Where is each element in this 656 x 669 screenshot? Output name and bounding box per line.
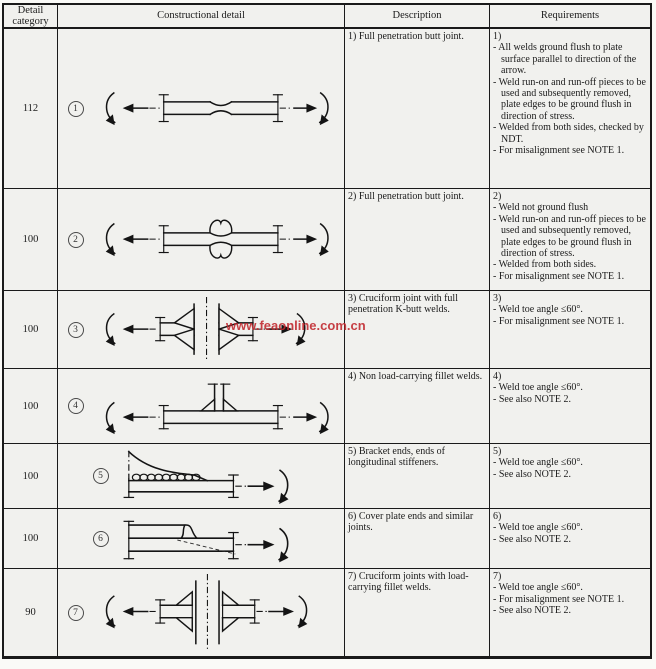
detail-category-cell [4,189,58,291]
requirement-item: - Welded from both sides. [493,259,597,271]
table-row [4,29,650,189]
butt-joint-reinforced-diagram [87,199,335,279]
requirement-item: - Weld toe angle ≤60°. [493,522,583,534]
description-cell [345,189,490,291]
requirement-item: - For misalignment see NOTE 1. [493,593,625,605]
detail-number-badge: 1 [68,101,84,117]
description-text: 6) Cover plate ends and similar joints. [348,511,474,534]
detail-category-value: 100 [22,470,39,482]
cruciform-fillet-weld-diagram [87,574,335,651]
end-weld [181,525,197,538]
description-text: 2) Full penetration butt joint. [348,191,464,202]
requirements-cell [490,29,650,189]
requirement-label: 1) [493,31,502,42]
requirement-item: - For misalignment see NOTE 1. [493,144,625,156]
detail-category-value: 100 [22,400,39,412]
requirement-label: 7) [493,571,502,582]
description-cell [345,291,490,369]
requirement-item: - Weld toe angle ≤60°. [493,304,583,316]
header-constructional-detail-label: Constructional detail [157,10,245,22]
requirement-item: - See also NOTE 2. [493,468,572,480]
plates [124,522,238,559]
flush-weld [210,102,231,114]
detail-number-badge: 3 [68,322,84,338]
detail-category-value: 100 [22,533,39,544]
constructional-detail-cell [58,569,345,657]
constructional-detail-cell [58,444,345,509]
detail-number-badge: 7 [68,605,84,621]
detail-category-cell [4,369,58,444]
table-row [4,444,650,509]
requirement-item: - Weld run-on and run-off pieces to be used and subsequently removed, plate edges to be ground flush in direction of stress. [493,213,646,259]
detail-number-badge: 2 [68,232,84,248]
detail-number-badge: 4 [68,398,84,414]
description-text: 1) Full penetration butt joint. [348,31,464,42]
fillet-welds [201,399,237,411]
watermark: www.feaonline.com.cn [226,318,366,333]
requirement-item: - See also NOTE 2. [493,533,572,545]
detail-category-value: 90 [25,607,36,618]
header-detail-category-label: Detail category [12,5,49,27]
cover-plate-end-diagram [112,512,310,564]
requirement-item: - Weld toe angle ≤60°. [493,382,583,394]
detail-category-cell [4,444,58,509]
requirement-label: 5) [493,446,502,457]
requirement-label: 2) [493,191,502,202]
requirements-cell [490,189,650,291]
constructional-detail-cell [58,369,345,444]
stress-arrow-left-icon [105,224,161,256]
detail-category-cell [4,509,58,569]
table-row [4,369,650,444]
description-text: 5) Bracket ends, ends of longitudinal stiffeners. [348,446,445,469]
description-text: 7) Cruciform joints with load-carrying fillet welds. [348,571,469,594]
detail-category-cell [4,291,58,369]
description-cell [345,369,490,444]
requirement-item: - Weld run-on and run-off pieces to be used and subsequently removed, plate edges to be ground flush in direction of stress. [493,76,646,122]
requirements-cell [490,509,650,569]
requirement-item: - See also NOTE 2. [493,605,572,617]
detail-category-cell [4,569,58,657]
requirement-item: - Welded from both sides, checked by NDT. [493,122,644,145]
table-row [4,569,650,657]
detail-category-cell [4,29,58,189]
constructional-detail-cell [58,29,345,189]
requirement-item: - For misalignment see NOTE 1. [493,315,625,327]
description-cell [345,569,490,657]
butt-joint-ground-flush-diagram [87,68,335,148]
bracket-end-diagram [112,447,310,505]
requirements-cell [490,291,650,369]
description-cell [345,444,490,509]
constructional-detail-cell [58,189,345,291]
requirement-label: 4) [493,371,502,382]
detail-number-badge: 6 [93,531,109,547]
plate-section [159,95,282,122]
requirements-cell [490,569,650,657]
stress-arrow-right-icon [235,470,288,504]
constructional-detail-cell [58,509,345,569]
stress-arrow-left-icon [105,314,158,346]
header-requirements [490,5,650,29]
detail-number-badge: 5 [93,468,109,484]
description-cell [345,509,490,569]
table-header-row [4,5,650,29]
header-constructional-detail [58,5,345,29]
header-detail-category [4,5,58,29]
requirement-item: - Weld toe angle ≤60°. [493,457,583,469]
base-plate [159,405,282,428]
stress-arrow-right-icon [279,93,328,125]
detail-category-value: 100 [22,324,39,335]
stress-arrow-left-icon [105,93,161,125]
header-description [345,5,490,29]
description-cell [345,29,490,189]
stress-arrow-left-icon [105,402,161,433]
stress-arrow-right-icon [256,596,307,628]
stress-arrow-right-icon [235,529,288,563]
table-row [4,189,650,291]
stress-arrow-right-icon [279,402,328,433]
stress-arrow-left-icon [105,596,158,628]
requirement-item: - For misalignment see NOTE 1. [493,270,625,282]
requirement-item: - See also NOTE 2. [493,393,572,405]
requirement-item: - All welds ground flush to plate surface parallel to direction of the arrow. [493,42,637,77]
requirement-label: 6) [493,511,502,522]
detail-category-value: 112 [22,103,39,114]
weld-reinforcement [209,221,231,259]
requirements-cell [490,369,650,444]
description-text: 4) Non load-carrying fillet welds. [348,371,483,382]
table-row [4,509,650,569]
requirement-item: - Weld not ground flush [493,202,589,214]
header-description-label: Description [392,10,442,22]
fillet-welds [176,592,238,631]
requirements-cell [490,444,650,509]
description-text: 3) Cruciform joint with full penetration K-butt welds. [348,293,458,316]
stress-arrow-right-icon [279,224,328,256]
detail-category-value: 100 [22,234,39,245]
t-joint-fillet-weld-diagram [87,377,335,436]
plate [124,475,238,497]
header-requirements-label: Requirements [540,10,600,22]
requirement-item: - Weld toe angle ≤60°. [493,582,583,594]
requirement-label: 3) [493,293,502,304]
